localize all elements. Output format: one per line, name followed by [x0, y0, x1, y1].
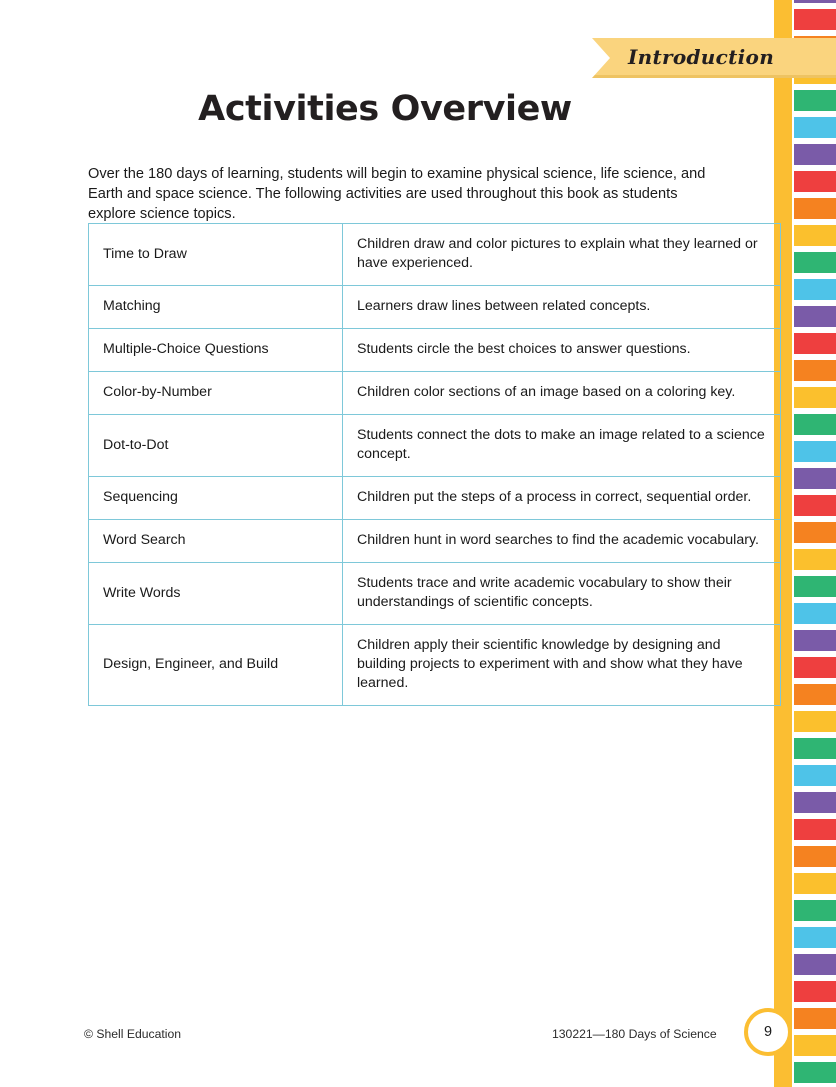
banner-label: Introduction: [628, 45, 775, 69]
color-stripe: [794, 603, 836, 624]
page-number-text: 9: [763, 1024, 773, 1040]
color-stripe: [794, 225, 836, 246]
color-stripe: [794, 333, 836, 354]
page-title: Activities Overview: [198, 89, 572, 129]
activity-name-cell: Color-by-Number: [89, 372, 343, 415]
table-row: [89, 372, 781, 415]
color-stripe: [794, 927, 836, 948]
table-row: [89, 329, 781, 372]
color-stripe: [794, 468, 836, 489]
activity-name-cell: Dot-to-Dot: [89, 415, 343, 477]
color-stripe: [794, 90, 836, 111]
table-row: [89, 286, 781, 329]
activity-name-cell: Write Words: [89, 563, 343, 625]
color-stripe: [794, 684, 836, 705]
color-stripe: [794, 360, 836, 381]
color-stripe: [794, 414, 836, 435]
activity-name-cell: Time to Draw: [89, 224, 343, 286]
color-stripe: [794, 846, 836, 867]
color-stripe: [794, 144, 836, 165]
color-stripe: [794, 711, 836, 732]
color-stripe: [794, 981, 836, 1002]
color-stripe: [794, 1035, 836, 1056]
color-stripe: [794, 198, 836, 219]
color-stripe: [794, 279, 836, 300]
color-stripe: [794, 873, 836, 894]
activity-name-cell: Sequencing: [89, 477, 343, 520]
activity-description-cell: Students circle the best choices to answer questions.: [343, 329, 781, 372]
activity-name-cell: Matching: [89, 286, 343, 329]
activity-name-cell: Word Search: [89, 520, 343, 563]
color-stripe: [794, 495, 836, 516]
color-stripe: [794, 117, 836, 138]
color-stripe: [794, 576, 836, 597]
color-stripe: [794, 738, 836, 759]
color-stripe: [794, 441, 836, 462]
color-stripe: [794, 792, 836, 813]
footer-book-reference: 130221—180 Days of Science: [552, 1027, 717, 1041]
color-stripe: [794, 306, 836, 327]
activity-description-cell: Students trace and write academic vocabulary to show their understandings of scientific concepts.: [343, 563, 781, 625]
color-stripe-stack: [794, 0, 836, 1087]
activity-name-cell: Multiple-Choice Questions: [89, 329, 343, 372]
table-row: [89, 224, 781, 286]
activity-description-cell: Children apply their scientific knowledge by designing and building projects to experiment with and show what they have learned.: [343, 625, 781, 706]
color-stripe: [794, 171, 836, 192]
color-stripe: [794, 630, 836, 651]
activities-table: [88, 223, 781, 706]
color-stripe: [794, 819, 836, 840]
activity-description-cell: Students connect the dots to make an image related to a science concept.: [343, 415, 781, 477]
activity-name-cell: Design, Engineer, and Build: [89, 625, 343, 706]
footer-copyright: © Shell Education: [84, 1027, 182, 1041]
color-stripe: [794, 549, 836, 570]
activity-description-cell: Children put the steps of a process in correct, sequential order.: [343, 477, 781, 520]
activity-description-cell: Children hunt in word searches to find the academic vocabulary.: [343, 520, 781, 563]
color-stripe: [794, 522, 836, 543]
color-stripe: [794, 0, 836, 3]
page-number-badge: [744, 1008, 792, 1056]
color-stripe: [794, 252, 836, 273]
color-stripe: [794, 765, 836, 786]
color-stripe: [794, 657, 836, 678]
intro-paragraph: Over the 180 days of learning, students will begin to examine physical science, life science, and Earth and space science. The following activities are used throughout this book as students explore science topics.: [88, 165, 706, 222]
color-stripe: [794, 1062, 836, 1083]
color-stripe: [794, 387, 836, 408]
activity-description-cell: Children color sections of an image based on a coloring key.: [343, 372, 781, 415]
activity-description-cell: Children draw and color pictures to explain what they learned or have experienced.: [343, 224, 781, 286]
table-row: [89, 520, 781, 563]
table-row: [89, 563, 781, 625]
table-row: [89, 477, 781, 520]
color-stripe: [794, 1008, 836, 1029]
color-stripe: [794, 900, 836, 921]
table-row: [89, 625, 781, 706]
table-row: [89, 415, 781, 477]
color-stripe: [794, 954, 836, 975]
activity-description-cell: Learners draw lines between related concepts.: [343, 286, 781, 329]
color-stripe: [794, 9, 836, 30]
